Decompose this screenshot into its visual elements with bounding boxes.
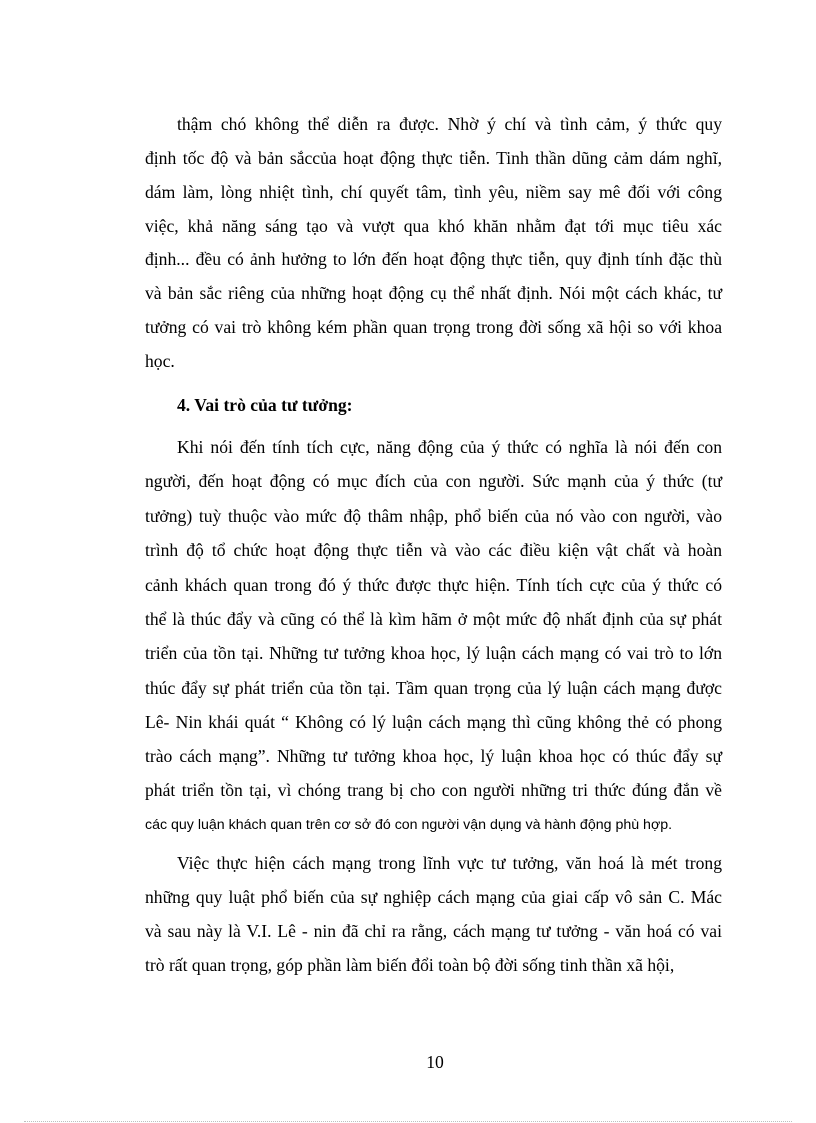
paragraph-line: định tốc độ và bản sắccủa hoạt động thực tiễn. Tinh thần dũng cảm dám nghĩ, bbox=[145, 148, 722, 168]
paragraph-line: học. bbox=[145, 351, 175, 371]
paragraph-line: thúc đẩy sự phát triển của tồn tại. Tầm quan trọng của lý luận cách mạng được bbox=[145, 678, 722, 698]
page-number: 10 bbox=[426, 1052, 444, 1072]
paragraph-line: cảnh khách quan trong đó ý thức được thực hiện. Tính tích cực của ý thức có bbox=[145, 575, 722, 595]
section-heading: 4. Vai trò của tư tưởng: bbox=[177, 395, 353, 415]
paragraph-line: người, đến hoạt động có mục đích của con người. Sức mạnh của ý thức (tư bbox=[145, 471, 722, 491]
paragraph-line: phát triển tồn tại, vì chóng trang bị cho con người những tri thức đúng đắn về bbox=[145, 780, 722, 800]
paragraph-line: những quy luật phổ biến của sự nghiệp cách mạng của giai cấp vô sản C. Mác bbox=[145, 887, 722, 907]
paragraph-line: thể là thúc đẩy và cũng có thể là kìm hãm ở một mức độ nhất định của sự phát bbox=[145, 609, 722, 629]
paragraph-line: triển của tồn tại. Những tư tưởng khoa học, lý luận cách mạng có vai trò to lớn bbox=[145, 643, 722, 663]
paragraph-line: thậm chó không thể diễn ra được. Nhờ ý chí và tình cảm, ý thức quy bbox=[177, 114, 722, 134]
paragraph-line: và sau này là V.I. Lê - nin đã chỉ ra rằng, cách mạng tư tưởng - văn hoá có vai bbox=[145, 921, 722, 941]
paragraph-line: tưởng có vai trò không kém phần quan trọng trong đời sống xã hội so với khoa bbox=[145, 317, 722, 337]
paragraph-line: trò rất quan trọng, góp phần làm biến đổi toàn bộ đời sống tinh thần xã hội, bbox=[145, 955, 675, 975]
paragraph-line: Việc thực hiện cách mạng trong lĩnh vực tư tưởng, văn hoá là mét trong bbox=[177, 853, 722, 873]
paragraph-line: trình độ tổ chức hoạt động thực tiễn và vào các điều kiện vật chất và hoàn bbox=[145, 540, 722, 560]
paragraph-line: Khi nói đến tính tích cực, năng động của ý thức có nghĩa là nói đến con bbox=[177, 437, 722, 457]
paragraph-line: Lê- Nin khái quát “ Không có lý luận cách mạng thì cũng không thẻ có phong bbox=[145, 712, 722, 732]
paragraph-line: định... đều có ảnh hưởng to lớn đến hoạt động thực tiễn, quy định tính đặc thù bbox=[145, 249, 722, 269]
paragraph-line: và bản sắc riêng của những hoạt động cụ thể nhất định. Nói một cách khác, tư bbox=[145, 283, 722, 303]
paragraph-line: tưởng) tuỳ thuộc vào mức độ thâm nhập, phổ biến của nó vào con người, vào bbox=[145, 506, 722, 526]
paragraph-line: các quy luận khách quan trên cơ sở đó con người vận dụng và hành động phù hợp. bbox=[145, 817, 673, 833]
paragraph-line: dám làm, lòng nhiệt tình, chí quyết tâm, tình yêu, niềm say mê đối với công bbox=[145, 182, 722, 202]
paragraph-line: việc, khả năng sáng tạo và vượt qua khó khăn nhằm đạt tới mục tiêu xác bbox=[145, 216, 722, 236]
paragraph-line: trào cách mạng”. Những tư tưởng khoa học, lý luận khoa học có thúc đẩy sự bbox=[145, 746, 722, 766]
footer-divider bbox=[24, 1121, 792, 1122]
